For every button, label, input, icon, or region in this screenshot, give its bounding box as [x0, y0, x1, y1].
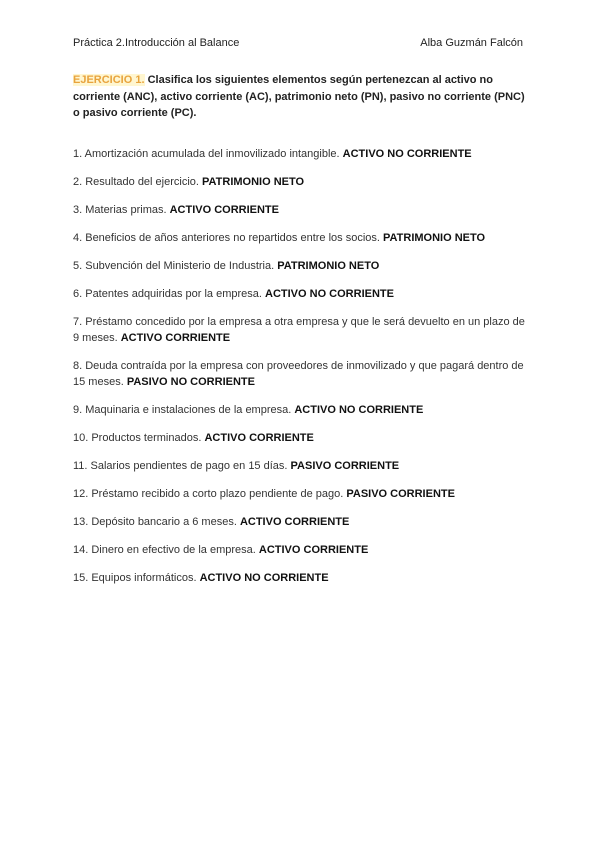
list-item — [73, 458, 528, 474]
item-answer: PATRIMONIO NETO — [202, 176, 305, 188]
item-answer: ACTIVO NO CORRIENTE — [199, 572, 329, 584]
list-item — [73, 202, 528, 218]
item-text: 8. Deuda contraída por la empresa con proveedores de inmovilizado y que pagará dentro de 15 meses. — [73, 360, 524, 388]
item-answer: ACTIVO CORRIENTE — [169, 204, 279, 216]
item-text: 3. Materias primas. — [73, 204, 167, 216]
item-answer: ACTIVO NO CORRIENTE — [342, 148, 472, 160]
item-text: 13. Depósito bancario a 6 meses. — [73, 516, 237, 528]
item-text: 15. Equipos informáticos. — [73, 572, 197, 584]
author-name: Alba Guzmán Falcón — [420, 37, 523, 49]
item-answer: ACTIVO NO CORRIENTE — [265, 288, 394, 300]
list-item — [73, 146, 528, 162]
list-item — [73, 286, 528, 302]
page-header — [73, 36, 523, 50]
item-answer: PASIVO NO CORRIENTE — [126, 376, 255, 388]
list-item — [73, 174, 528, 190]
list-item — [73, 430, 528, 446]
list-item — [73, 542, 528, 558]
list-item — [73, 570, 528, 586]
item-answer: ACTIVO CORRIENTE — [120, 332, 231, 344]
item-text: 7. Préstamo concedido por la empresa a otra empresa y que le será devuelto en un plazo de 9 meses. — [73, 316, 525, 344]
list-item — [73, 402, 528, 418]
item-text: 9. Maquinaria e instalaciones de la empresa. — [73, 404, 292, 416]
list-item — [73, 486, 528, 502]
item-answer: ACTIVO NO CORRIENTE — [294, 404, 424, 416]
item-answer: PASIVO CORRIENTE — [346, 488, 455, 500]
list-item — [73, 258, 528, 274]
exercise-instruction: Clasifica los siguientes elementos según pertenezcan al activo no corriente (ANC), activo corriente (AC), patrimonio neto (PN), pasivo no corriente (PNC) o pasivo corriente (PC). — [73, 74, 525, 119]
item-answer: PATRIMONIO NETO — [277, 260, 380, 272]
item-text: 4. Beneficios de años anteriores no repartidos entre los socios. — [73, 232, 380, 244]
item-text: 12. Préstamo recibido a corto plazo pendiente de pago. — [73, 488, 344, 500]
item-text: 2. Resultado del ejercicio. — [73, 176, 199, 188]
document-title: Práctica 2.Introducción al Balance — [73, 37, 240, 49]
list-item — [73, 314, 528, 346]
list-item — [73, 358, 528, 390]
list-item — [73, 230, 528, 246]
item-text: 6. Patentes adquiridas por la empresa. — [73, 288, 262, 300]
list-item — [73, 514, 528, 530]
item-text: 5. Subvención del Ministerio de Industria. — [73, 260, 275, 272]
exercise-label: EJERCICIO 1. — [73, 74, 145, 86]
item-answer: ACTIVO CORRIENTE — [258, 544, 369, 556]
item-text: 1. Amortización acumulada del inmovilizado intangible. — [73, 148, 340, 160]
item-answer: ACTIVO CORRIENTE — [204, 432, 314, 444]
item-text: 10. Productos terminados. — [73, 432, 202, 444]
item-text: 14. Dinero en efectivo de la empresa. — [73, 544, 256, 556]
item-answer: ACTIVO CORRIENTE — [239, 516, 350, 528]
item-answer: PASIVO CORRIENTE — [290, 460, 400, 472]
answer-list — [73, 146, 528, 598]
item-text: 11. Salarios pendientes de pago en 15 días. — [73, 460, 288, 472]
item-answer: PATRIMONIO NETO — [383, 232, 486, 244]
exercise-statement — [73, 72, 528, 122]
